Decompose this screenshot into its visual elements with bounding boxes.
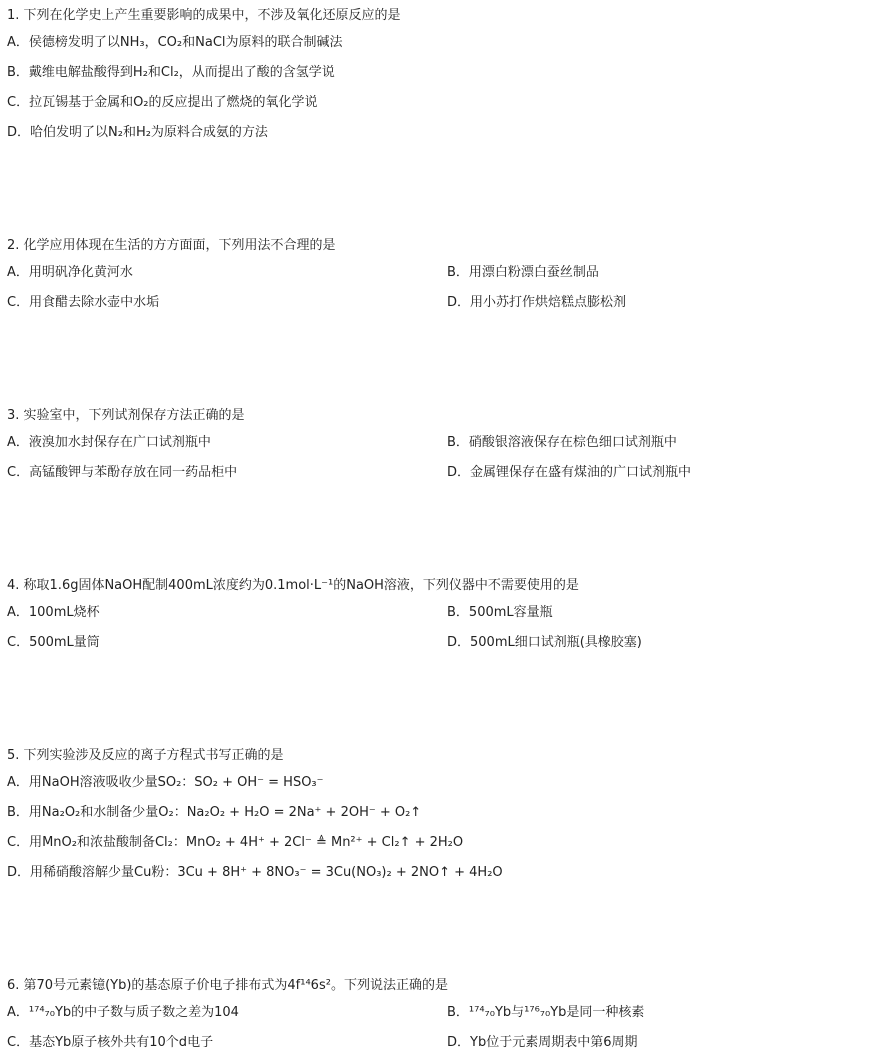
- option-b: B．用漂白粉漂白蚕丝制品: [447, 265, 599, 280]
- option-a: A．¹⁷⁴₇₀Yb的中子数与质子数之差为104: [7, 1005, 239, 1020]
- option-b: B．戴维电解盐酸得到H₂和Cl₂，从而提出了酸的含氢学说: [7, 65, 335, 80]
- option-a: A．液溴加水封保存在广口试剂瓶中: [7, 435, 211, 450]
- option-c: C．用MnO₂和浓盐酸制备Cl₂：MnO₂ + 4H⁺ + 2Cl⁻ ≜ Mn²⁺ + Cl₂↑ + 2H₂O: [7, 835, 464, 850]
- question-3: [7, 404, 877, 488]
- option-b: B．用Na₂O₂和水制备少量O₂：Na₂O₂ + H₂O = 2Na⁺ + 2OH⁻ + O₂↑: [7, 805, 422, 820]
- question-stem: 2. 化学应用体现在生活的方方面面，下列用法不合理的是: [7, 238, 336, 253]
- option-d: D．500mL细口试剂瓶(具橡胶塞): [447, 635, 642, 650]
- question-stem: 4. 称取1.6g固体NaOH配制400mL浓度约为0.1mol·L⁻¹的NaOH溶液，下列仪器中不需要使用的是: [7, 578, 579, 593]
- question-stem: 6. 第70号元素镱(Yb)的基态原子价电子排布式为4f¹⁴6s²。下列说法正确的是: [7, 978, 448, 993]
- question-1: [7, 4, 877, 148]
- option-b: B．硝酸银溶液保存在棕色细口试剂瓶中: [447, 435, 677, 450]
- option-d: D．Yb位于元素周期表中第6周期: [447, 1035, 638, 1050]
- option-c: C．拉瓦锡基于金属和O₂的反应提出了燃烧的氧化学说: [7, 95, 318, 110]
- question-stem: 5. 下列实验涉及反应的离子方程式书写正确的是: [7, 748, 284, 763]
- question-2: [7, 234, 877, 318]
- option-a: A．侯德榜发明了以NH₃，CO₂和NaCl为原料的联合制碱法: [7, 35, 343, 50]
- option-d: D．金属锂保存在盛有煤油的广口试剂瓶中: [447, 465, 692, 480]
- question-stem: 3. 实验室中，下列试剂保存方法正确的是: [7, 408, 245, 423]
- option-b: B．¹⁷⁴₇₀Yb与¹⁷⁶₇₀Yb是同一种核素: [447, 1005, 645, 1020]
- option-d: D．用小苏打作烘焙糕点膨松剂: [447, 295, 627, 310]
- option-d: D．用稀硝酸溶解少量Cu粉：3Cu + 8H⁺ + 8NO₃⁻ = 3Cu(NO₃)₂ + 2NO↑ + 4H₂O: [7, 865, 503, 880]
- question-4: [7, 574, 877, 658]
- question-stem: 1. 下列在化学史上产生重要影响的成果中，不涉及氧化还原反应的是: [7, 8, 401, 23]
- option-c: C．500mL量筒: [7, 635, 100, 650]
- option-a: A．100mL烧杯: [7, 605, 100, 620]
- option-c: C．基态Yb原子核外共有10个d电子: [7, 1035, 214, 1050]
- option-a: A．用NaOH溶液吸收少量SO₂：SO₂ + OH⁻ = HSO₃⁻: [7, 775, 324, 790]
- question-6: [7, 974, 877, 1058]
- question-5: [7, 744, 877, 888]
- option-b: B．500mL容量瓶: [447, 605, 553, 620]
- option-c: C．用食醋去除水壶中水垢: [7, 295, 160, 310]
- option-d: D．哈伯发明了以N₂和H₂为原料合成氨的方法: [7, 125, 268, 140]
- option-a: A．用明矾净化黄河水: [7, 265, 133, 280]
- option-c: C．高锰酸钾与苯酚存放在同一药品柜中: [7, 465, 238, 480]
